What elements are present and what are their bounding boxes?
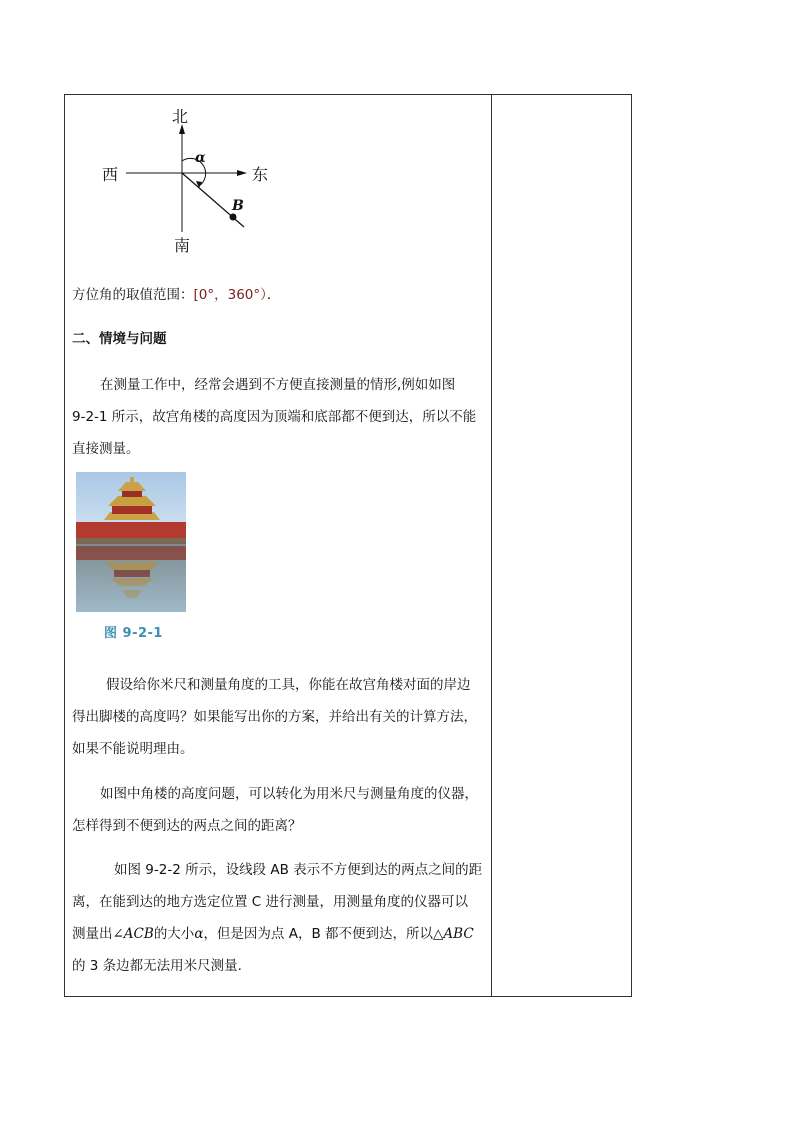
east-arrowhead — [237, 170, 247, 176]
azimuth-range-label: 方位角的取值范围： — [72, 287, 194, 303]
p4-line-4: 的 3 条边都无法用米尺测量. — [72, 958, 242, 974]
label-east: 东 — [252, 165, 269, 184]
azimuth-diagram — [96, 100, 286, 260]
p1-line-2: 9-2-1 所示，故宫角楼的高度因为顶端和底部都不便到达，所以不能 — [72, 409, 477, 425]
section-heading: 二、情境与问题 — [72, 331, 167, 347]
paragraph-2 — [72, 669, 486, 765]
p4-text-c: ，但是因为点 A，B 都不便到达，所以 — [203, 926, 434, 942]
paragraph-1 — [72, 369, 486, 465]
point-b-dot — [230, 214, 237, 221]
p2-line-2: 得出脚楼的高度吗？如果能写出你的方案，并给出有关的计算方法， — [72, 709, 477, 725]
paragraph-4 — [72, 854, 486, 982]
label-north: 北 — [172, 107, 189, 126]
label-west: 西 — [102, 165, 119, 184]
label-alpha: α — [195, 150, 206, 166]
p2-line-1: 假设给你米尺和测量角度的工具，你能在故宫角楼对面的岸边 — [106, 677, 471, 693]
alpha-symbol: α — [194, 926, 204, 942]
azimuth-range-end: ． — [266, 287, 281, 303]
p2-line-3: 如果不能说明理由。 — [72, 741, 194, 757]
angle-acb: ∠ACB — [112, 926, 154, 942]
p4-line-3 — [72, 918, 486, 950]
p3-line-2: 怎样得到不便到达的两点之间的距离？ — [72, 818, 302, 834]
paragraph-3 — [72, 778, 486, 842]
p4-line-2: 离，在能到达的地方选定位置 C 进行测量，用测量角度的仪器可以 — [72, 894, 469, 910]
p3-line-1: 如图中角楼的高度问题，可以转化为用米尺与测量角度的仪器， — [100, 786, 478, 802]
triangle-abc: △ABC — [433, 926, 474, 942]
p1-line-3: 直接测量。 — [72, 441, 140, 457]
azimuth-range-value: [0°，360°） — [193, 287, 267, 303]
label-b: B — [232, 198, 244, 214]
table-column-divider — [491, 94, 492, 997]
figure-caption: 图 9-2-1 — [104, 626, 163, 641]
p4-text-b: 的大小 — [153, 926, 195, 942]
corner-tower-photo — [76, 472, 186, 612]
p4-line-1: 如图 9-2-2 所示，设线段 AB 表示不方便到达的两点之间的距 — [114, 862, 483, 878]
label-south: 南 — [174, 236, 191, 255]
p4-text-a: 测量出 — [72, 926, 113, 942]
azimuth-range-line — [72, 279, 486, 311]
p1-line-1: 在测量工作中，经常会遇到不方便直接测量的情形,例如如图 — [100, 377, 456, 393]
